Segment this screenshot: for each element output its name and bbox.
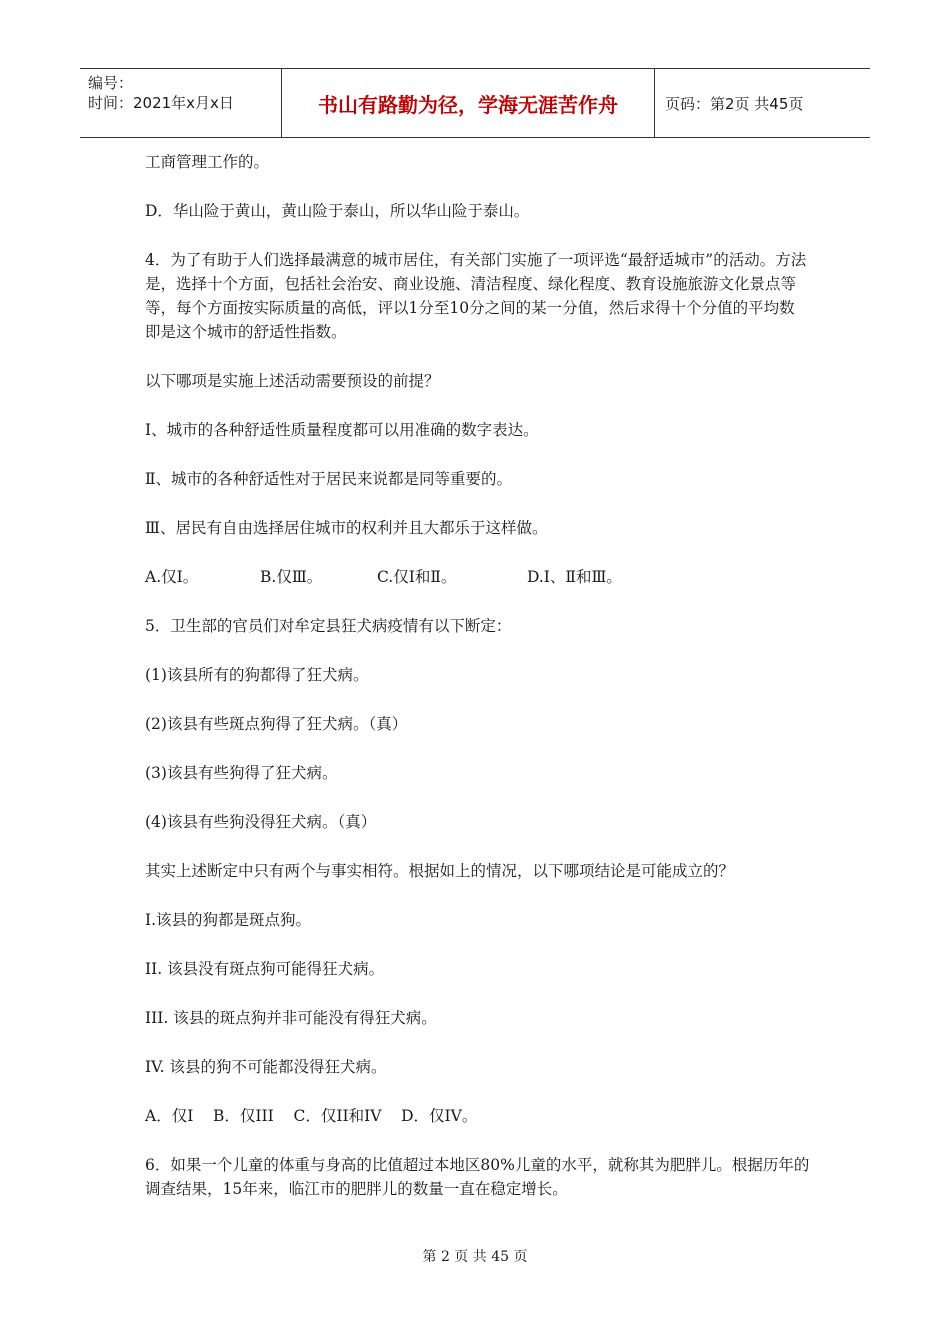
- date-label: 时间：2021年x月x日: [88, 94, 234, 112]
- paragraph: Ⅰ、城市的各种舒适性质量程度都可以用准确的数字表达。: [145, 421, 539, 439]
- paragraph: (2)该县有些斑点狗得了狂犬病。（真）: [145, 715, 408, 733]
- option-a: A.仅Ⅰ。: [145, 568, 199, 586]
- paragraph: II. 该县没有斑点狗可能得狂犬病。: [145, 960, 385, 978]
- page-footer: 第 2 页 共 45 页: [422, 1249, 528, 1265]
- paragraph: 工商管理工作的。: [145, 153, 270, 171]
- paragraph: 4．为了有助于人们选择最满意的城市居住，有关部门实施了一项评选“最舒适城市”的活动。方法是，选择十个方面，包括社会治安、商业设施、清洁程度、绿化程度、教育设施旅游文化景点等等，每个方面按实际质量的高低，评以1分至10分之间的某一分值，然后求得十个分值的平均数即是这个城市的舒适性指数。: [145, 251, 807, 341]
- paragraph: D．华山险于黄山，黄山险于泰山，所以华山险于泰山。: [145, 202, 530, 220]
- paragraph: III. 该县的斑点狗并非可能没有得狂犬病。: [145, 1009, 437, 1027]
- paragraph: A．仅I B．仅III C．仅II和IV D．仅IV。: [145, 1107, 478, 1125]
- paragraph: Ⅱ、城市的各种舒适性对于居民来说都是同等重要的。: [145, 470, 513, 488]
- paragraph: IV. 该县的狗不可能都没得狂犬病。: [145, 1058, 387, 1076]
- paragraph: 5．卫生部的官员们对牟定县狂犬病疫情有以下断定：: [145, 617, 512, 635]
- paragraph: (3)该县有些狗得了狂犬病。: [145, 764, 338, 782]
- document-body: [145, 150, 810, 1226]
- paragraph: 其实上述断定中只有两个与事实相符。根据如上的情况，以下哪项结论是可能成立的？: [145, 862, 735, 880]
- paragraph: I.该县的狗都是斑点狗。: [145, 911, 312, 929]
- paragraph: Ⅲ、居民有自由选择居住城市的权利并且大都乐于这样做。: [145, 519, 548, 537]
- option-c: C.仅Ⅰ和Ⅱ。: [377, 568, 457, 586]
- page-header: [80, 68, 870, 138]
- option-d: D.Ⅰ、Ⅱ和Ⅲ。: [527, 568, 622, 586]
- header-meta: [80, 69, 282, 137]
- header-page-info: 页码：第2页 共45页: [665, 94, 804, 113]
- header-motto: 书山有路勤为径，学海无涯苦作舟: [282, 69, 655, 137]
- paragraph: 6．如果一个儿童的体重与身高的比值超过本地区80%儿童的水平，就称其为肥胖儿。根据历年的调查结果，15年来，临江市的肥胖儿的数量一直在稳定增长。: [145, 1156, 810, 1198]
- paragraph: (1)该县所有的狗都得了狂犬病。: [145, 666, 369, 684]
- option-b: B.仅Ⅲ。: [260, 568, 323, 586]
- q4-options: [145, 565, 810, 589]
- paragraph: 以下哪项是实施上述活动需要预设的前提？: [145, 372, 440, 390]
- number-label: 编号：: [88, 74, 134, 92]
- paragraph: (4)该县有些狗没得狂犬病。（真）: [145, 813, 377, 831]
